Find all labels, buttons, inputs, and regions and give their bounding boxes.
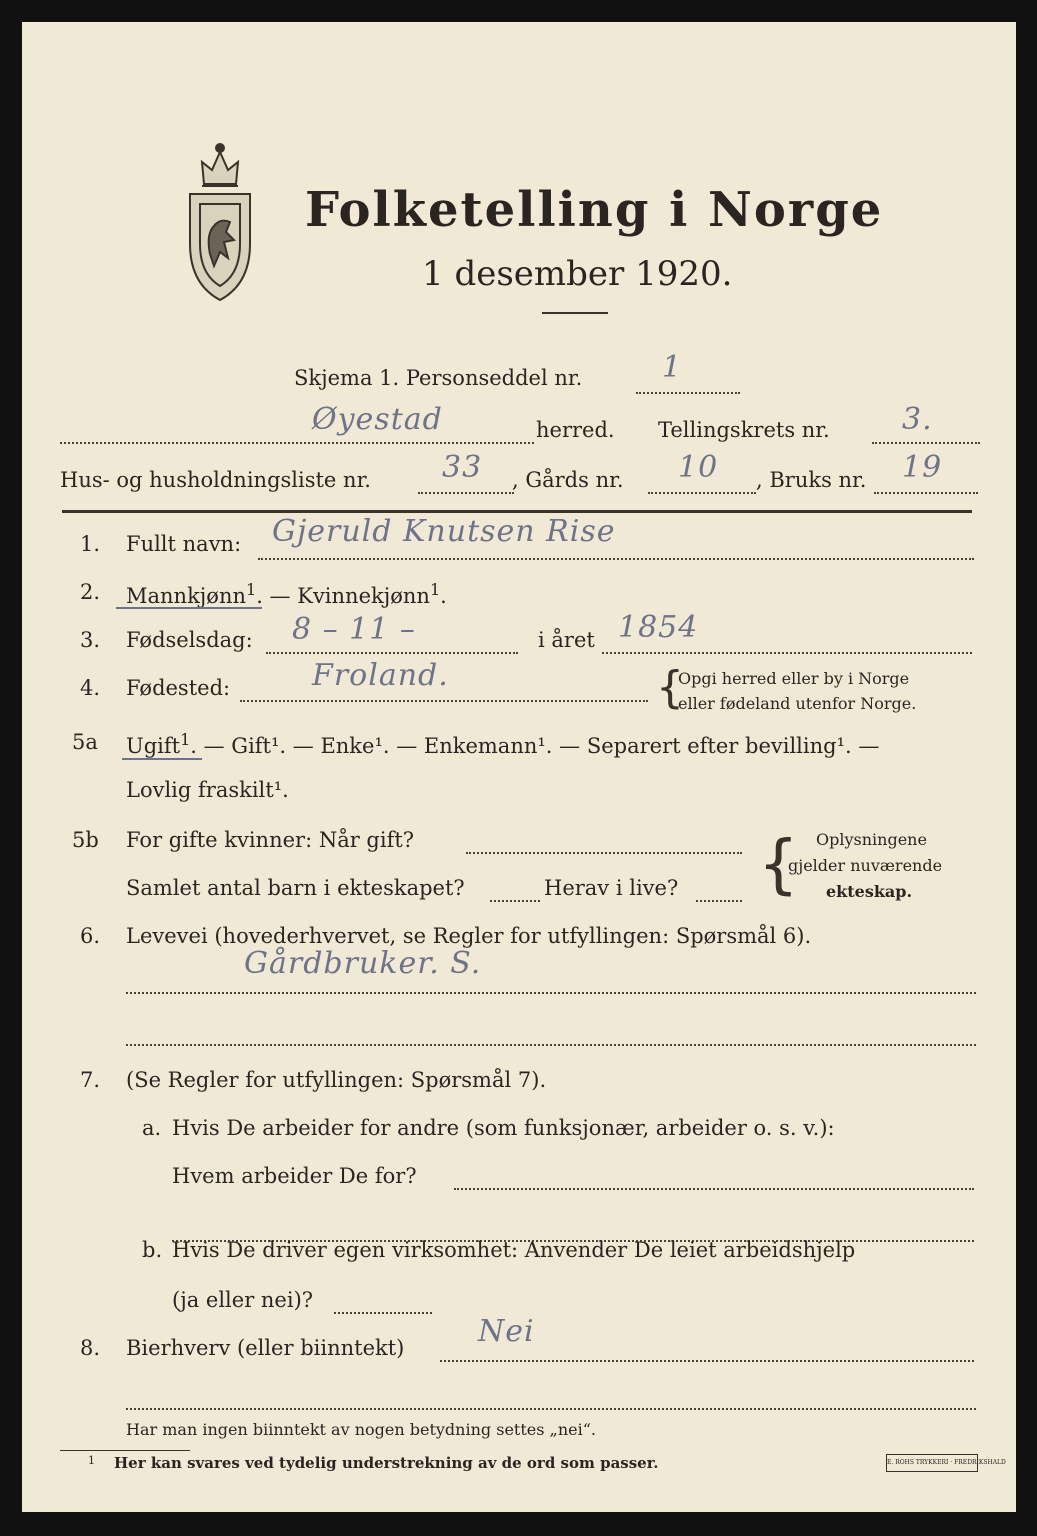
q2-dash: . — [256,584,291,608]
q5b-children-label: Samlet antal barn i ekteskapet? [126,876,465,900]
q2-sup1: 1 [246,580,257,599]
q4-brace: { [656,662,684,713]
q5b-note-3: ekteskap. [826,882,913,901]
q7b-letter: b. [142,1238,163,1262]
ugift-option[interactable]: Ugift [126,734,181,758]
census-form [22,22,1016,1512]
bruks-label: , Bruks nr. [756,468,867,492]
form-title: Folketelling i Norge [305,182,884,238]
q6-line-2 [126,1044,976,1046]
q2-options [126,580,447,608]
q3-label: Fødselsdag: [126,628,253,652]
birthplace-value[interactable]: Froland. [312,658,449,693]
birthdate-value[interactable]: 8 – 11 – [292,612,416,647]
q5b-note-2: gjelder nuværende [788,856,943,875]
header-rule [62,510,972,513]
q5b-number: 5b [72,828,99,852]
skjema-label: Skjema 1. Personseddel nr. [294,366,583,390]
q5b-note-1: Oplysningene [816,830,927,849]
husliste-value[interactable]: 33 [442,450,483,485]
q2-end: . [440,584,447,608]
q2-sup2: 1 [429,580,441,599]
q3-line [266,652,518,654]
q7a-letter: a. [142,1116,162,1140]
male-option[interactable]: Mannkjønn [126,584,247,608]
q5a-other-options[interactable]: . — Gift¹. — Enke¹. — Enkemann¹. — Separert efter bevilling¹. — [190,734,880,758]
q4-note-2: eller fødeland utenfor Norge. [678,694,917,713]
footnote-rule [60,1450,190,1451]
q4-label: Fødested: [126,676,231,700]
title-divider [542,312,608,314]
q7b-text: Hvis De driver egen virksomhet: Anvender De leiet arbeidshjelp [172,1238,856,1262]
bruks-line [874,492,978,494]
q4-note-1: Opgi herred eller by i Norge [678,669,910,688]
q8-number: 8. [80,1336,101,1360]
q5b-line1: For gifte kvinner: Når gift? [126,828,415,852]
tellingskrets-label: Tellingskrets nr. [658,418,830,442]
q7b-sub: (ja eller nei)? [172,1288,314,1312]
personseddel-nr-value[interactable]: 1 [662,350,683,385]
q1-number: 1. [80,532,101,556]
q5a-options [126,730,879,758]
gards-label: , Gårds nr. [512,468,624,492]
q7a-line-1 [454,1188,974,1190]
herred-line [60,442,534,444]
male-underline [116,607,262,609]
gards-value[interactable]: 10 [678,450,719,485]
herred-value[interactable]: Øyestad [312,402,443,437]
husliste-label: Hus- og husholdningsliste nr. [60,468,371,492]
q4-line [240,700,648,702]
q7b-line [334,1312,432,1314]
herred-label: herred. [536,418,615,442]
q5a-number: 5a [72,730,98,754]
q8-line [440,1360,974,1362]
year-line [602,652,972,654]
bruks-value[interactable]: 19 [902,450,943,485]
tellingskrets-line [872,442,980,444]
q5a-sup: 1 [180,730,191,749]
q1-line [258,558,974,560]
occupation-value[interactable]: Gårdbruker. S. [244,946,482,981]
q7a-text: Hvis De arbeider for andre (som funksjonær, arbeider o. s. v.): [172,1116,835,1140]
full-name-value[interactable]: Gjeruld Knutsen Rise [272,514,616,549]
footer-note: Har man ingen biinntekt av nogen betydning settes „nei“. [126,1420,596,1439]
year-label: i året [538,628,595,652]
q5b-alive-label: Herav i live? [544,876,679,900]
side-income-value[interactable]: Nei [478,1314,535,1349]
personseddel-line [636,392,740,394]
q5a-line2[interactable]: Lovlig fraskilt¹. [126,778,289,802]
q7a-sub: Hvem arbeider De for? [172,1164,417,1188]
coat-of-arms-icon [180,134,260,304]
tellingskrets-value[interactable]: 3. [902,402,933,437]
q5b-alive-line [696,900,742,902]
birth-year-value[interactable]: 1854 [618,610,699,645]
census-date: 1 desember 1920. [422,254,733,294]
q6-label: Levevei (hovederhvervet, se Regler for utfyllingen: Spørsmål 6). [126,924,812,948]
q5b-children-line [490,900,540,902]
footnote-text: Her kan svares ved tydelig understrekning av de ord som passer. [114,1454,659,1472]
q8-label: Bierhverv (eller biinntekt) [126,1336,405,1360]
q8-line-2 [126,1408,976,1410]
q5b-married-line [466,852,742,854]
q6-number: 6. [80,924,101,948]
q7-label: (Se Regler for utfyllingen: Spørsmål 7). [126,1068,547,1092]
female-option[interactable]: Kvinnekjønn [297,584,430,608]
husliste-line [418,492,514,494]
q2-number: 2. [80,580,101,604]
q7-number: 7. [80,1068,101,1092]
q6-line-1 [126,992,976,994]
gards-line [648,492,756,494]
printer-stamp: E. ROHS TRYKKERI · FREDRIKSHALD [886,1454,978,1472]
q4-number: 4. [80,676,101,700]
q1-label: Fullt navn: [126,532,242,556]
footnote-mark: 1 [88,1454,95,1467]
q3-number: 3. [80,628,101,652]
q5b-brace: { [758,828,799,902]
ugift-underline [122,758,202,760]
